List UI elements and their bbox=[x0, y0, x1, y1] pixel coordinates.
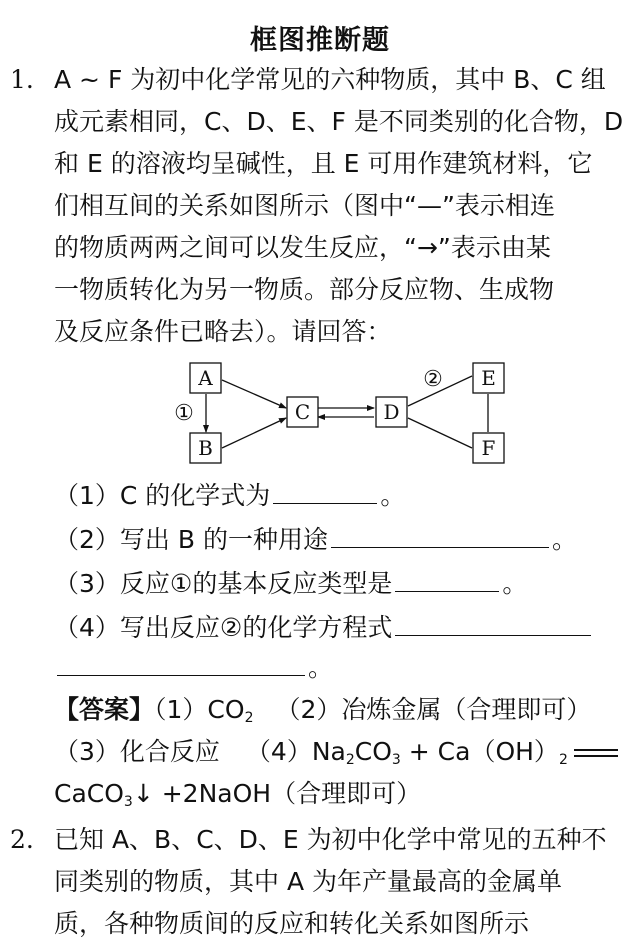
answer-2: （2）冶炼金属（合理即可） bbox=[275, 695, 592, 724]
q1-line-1: A ~ F 为初中化学常见的六种物质，其中 B、C 组 bbox=[54, 65, 606, 94]
answer-4-product-b: ↓ +2NaOH（合理即可） bbox=[132, 779, 422, 808]
arrow-a-to-c bbox=[222, 380, 286, 408]
sub-question-1-end: 。 bbox=[380, 481, 406, 510]
answer-1 bbox=[154, 695, 253, 724]
q2-line-3: 质，各种物质间的反应和转化关系如图所示 bbox=[54, 909, 530, 938]
answer-tag: 【答案】 bbox=[54, 695, 155, 724]
node-a-label: A bbox=[198, 366, 213, 390]
answer-line-3 bbox=[54, 774, 421, 822]
q1-line-6: 一物质转化为另一物质。部分反应物、生成物 bbox=[54, 275, 555, 304]
sub-question-4-cont bbox=[54, 648, 333, 688]
answer-line-1 bbox=[54, 690, 591, 738]
reaction-1-label: ① bbox=[174, 401, 194, 426]
q1-line-7: 及反应条件已略去）。请回答： bbox=[54, 317, 392, 346]
sub-question-4-text: （4）写出反应②的化学方程式 bbox=[54, 613, 393, 642]
page-title: 框图推断题 bbox=[250, 25, 390, 56]
relation-diagram bbox=[150, 360, 530, 470]
answer-line-2 bbox=[54, 732, 624, 780]
answer-4-sub-2: 3 bbox=[391, 752, 401, 768]
q1-line-4: 们相互间的关系如图所示（图中“—”表示相连 bbox=[54, 191, 555, 220]
arrow-b-to-c bbox=[222, 418, 286, 448]
node-c-label: C bbox=[294, 400, 311, 424]
node-e-label: E bbox=[481, 366, 496, 390]
q1-line-3: 和 E 的溶液均呈碱性，且 E 可用作建筑材料，它 bbox=[54, 149, 593, 178]
answer-4-part-a: （4）Na bbox=[245, 737, 346, 766]
link-d-f bbox=[408, 418, 472, 448]
sub-question-3 bbox=[54, 564, 527, 604]
answer-blank-3 bbox=[395, 567, 499, 592]
equals-sign bbox=[574, 748, 618, 758]
sub-question-2-end: 。 bbox=[551, 525, 577, 554]
sub-question-2-text: （2）写出 B 的一种用途 bbox=[54, 525, 328, 554]
sub-question-4-end: 。 bbox=[308, 653, 334, 682]
node-f-label: F bbox=[481, 436, 496, 460]
sub-question-4 bbox=[54, 608, 594, 648]
node-d-label: D bbox=[383, 400, 400, 424]
reaction-2-label: ② bbox=[423, 367, 443, 392]
answer-blank-2 bbox=[331, 523, 549, 548]
answer-blank-4b bbox=[57, 651, 305, 676]
answer-1-subscript: 2 bbox=[244, 710, 254, 726]
sub-question-2 bbox=[54, 520, 577, 560]
answer-blank-4a bbox=[395, 611, 591, 636]
q1-line-2: 成元素相同，C、D、E、F 是不同类别的化合物，D bbox=[54, 107, 624, 136]
sub-question-3-text: （3）反应①的基本反应类型是 bbox=[54, 569, 393, 598]
answer-3: （3）化合反应 bbox=[54, 737, 220, 766]
answer-4-product-a: CaCO bbox=[54, 779, 124, 808]
answer-4-product-sub: 3 bbox=[123, 794, 133, 810]
sub-question-1-text: （1）C 的化学式为 bbox=[54, 481, 271, 510]
node-b-label: B bbox=[198, 436, 213, 460]
sub-question-3-end: 。 bbox=[502, 569, 528, 598]
q2-line-1: 已知 A、B、C、D、E 为初中化学中常见的五种不 bbox=[54, 825, 607, 854]
answer-4-part-b: CO bbox=[354, 737, 392, 766]
answer-blank-1 bbox=[273, 479, 377, 504]
q2-line-2: 同类别的物质，其中 A 为年产量最高的金属单 bbox=[54, 867, 562, 896]
answer-1-text: （1）CO bbox=[154, 695, 245, 724]
question-1-number: 1. bbox=[10, 65, 34, 94]
q1-line-5: 的物质两两之间可以发生反应，“→”表示由某 bbox=[54, 233, 551, 262]
answer-4-sub-1: 2 bbox=[345, 752, 355, 768]
answer-4-part-c: + Ca（OH） bbox=[400, 737, 559, 766]
answer-4-equation-left bbox=[246, 737, 568, 766]
question-2-number: 2. bbox=[10, 825, 34, 854]
sub-question-1 bbox=[54, 476, 405, 516]
answer-4-sub-3: 2 bbox=[558, 752, 568, 768]
